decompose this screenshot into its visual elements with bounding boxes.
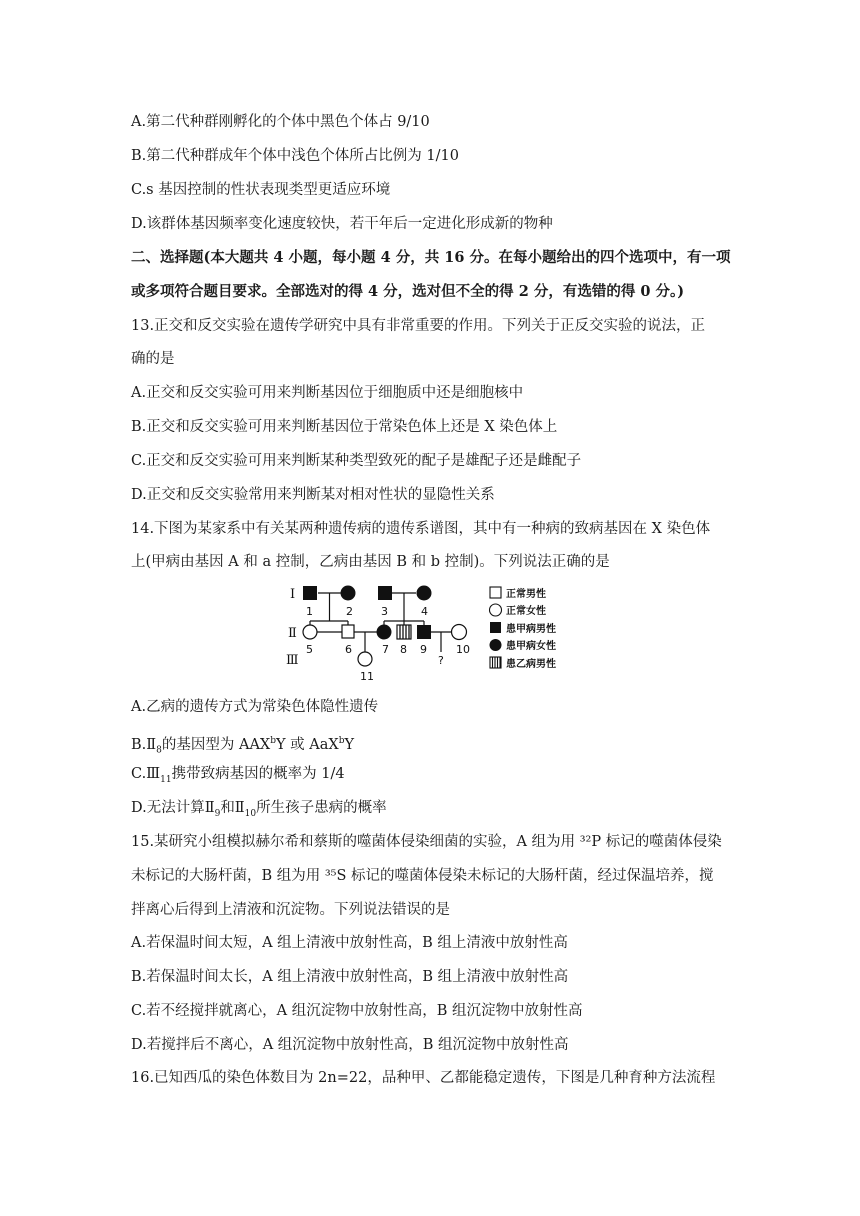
legend-label: 正常男性 — [506, 589, 546, 600]
generation-label: Ⅰ — [290, 587, 296, 602]
individual-3 — [378, 586, 392, 600]
option-13c: C.正交和反交实验可用来判断某种类型致死的配子是雄配子还是雌配子 — [131, 453, 582, 469]
option-14d — [131, 798, 387, 824]
option-14d-text: 和Ⅱ — [220, 800, 245, 816]
individual-10 — [452, 625, 467, 640]
individual-number: 11 — [360, 670, 374, 683]
option-12c: C.s 基因控制的性状表现类型更适应环境 — [131, 182, 391, 198]
pedigree-chart — [286, 578, 590, 686]
individual-4 — [417, 586, 432, 601]
question-13-stem: 13.正交和反交实验在遗传学研究中具有非常重要的作用。下列关于正反交实验的说法，正 — [131, 318, 706, 334]
option-13d: D.正交和反交实验常用来判断某对相对性状的显隐性关系 — [131, 487, 495, 503]
option-12a: A.第二代种群刚孵化的个体中黑色个体占 9/10 — [131, 114, 430, 130]
individual-number: 9 — [420, 643, 427, 656]
option-14d-prefix: D.无法计算Ⅱ — [131, 800, 215, 816]
individual-6 — [342, 625, 354, 638]
option-14b — [131, 731, 354, 761]
individual-number: 8 — [400, 643, 407, 656]
question-14-stem-cont: 上(甲病由基因 A 和 a 控制，乙病由基因 B 和 b 控制)。下列说法正确的是 — [131, 554, 610, 570]
subscript: 11 — [160, 774, 172, 785]
question-15-stem-cont: 拌离心后得到上清液和沉淀物。下列说法错误的是 — [131, 902, 450, 918]
option-15b: B.若保温时间太长，A 组上清液中放射性高，B 组上清液中放射性高 — [131, 969, 569, 985]
legend — [490, 587, 557, 670]
option-14b-text: 的基因型为 AAX — [161, 736, 271, 753]
individual-number: 2 — [346, 605, 353, 618]
individual-8 — [397, 625, 411, 639]
individual-number: 3 — [381, 605, 388, 618]
question-15-stem: 15.某研究小组模拟赫尔希和蔡斯的噬菌体侵染细菌的实验，A 组为用 ³²P 标记的噬菌体侵染 — [131, 834, 722, 850]
generation-label: Ⅱ — [288, 626, 297, 641]
individual-number: 5 — [306, 643, 313, 656]
generation-label: Ⅲ — [286, 653, 299, 668]
option-14c-text: 携带致病基因的概率为 1/4 — [171, 766, 345, 782]
superscript: b — [338, 736, 345, 746]
section-heading: 二、选择题(本大题共 4 小题，每小题 4 分，共 16 分。在每小题给出的四个选项中，有一项 — [131, 249, 731, 266]
option-14c-prefix: C.Ⅲ — [131, 766, 161, 782]
individual-number: 6 — [345, 643, 352, 656]
option-14d-text: 所生孩子患病的概率 — [256, 800, 387, 816]
individual-2 — [341, 586, 356, 601]
individual-number: 1 — [306, 605, 313, 618]
superscript: b — [270, 736, 276, 746]
individual-1 — [303, 586, 317, 600]
legend-label: 患乙病男性 — [506, 659, 556, 670]
question-14-stem: 14.下图为某家系中有关某两种遗传病的遗传系谱图，其中有一种病的致病基因在 X 染色体 — [131, 521, 711, 537]
option-15d: D.若搅拌后不离心，A 组沉淀物中放射性高，B 组沉淀物中放射性高 — [131, 1037, 569, 1053]
option-14a: A.乙病的遗传方式为常染色体隐性遗传 — [131, 699, 379, 715]
subscript: 9 — [214, 808, 221, 819]
individual-number: 10 — [456, 643, 470, 656]
subscript: 8 — [156, 745, 162, 756]
unknown-child-mark: ? — [438, 654, 444, 667]
option-12b: B.第二代种群成年个体中浅色个体所占比例为 1/10 — [131, 148, 459, 164]
option-14b-text: Y — [344, 736, 355, 753]
option-13a: A.正交和反交实验可用来判断基因位于细胞质中还是细胞核中 — [131, 385, 524, 401]
option-14c — [131, 764, 345, 790]
individual-5 — [303, 625, 317, 639]
option-14b-prefix: B.Ⅱ — [131, 736, 157, 753]
individual-7 — [377, 625, 392, 640]
subscript: 10 — [244, 808, 257, 819]
section-heading-cont: 或多项符合题目要求。全部选对的得 4 分，选对但不全的得 2 分，有选错的得 0 分。) — [131, 283, 685, 300]
individual-number: 4 — [421, 605, 428, 618]
legend-label: 患甲病女性 — [506, 641, 556, 652]
individual-11 — [358, 652, 372, 666]
option-12d: D.该群体基因频率变化速度较快，若干年后一定进化形成新的物种 — [131, 216, 553, 232]
individual-number: 7 — [382, 643, 389, 656]
question-13-stem-cont: 确的是 — [131, 351, 175, 367]
option-15a: A.若保温时间太短，A 组上清液中放射性高，B 组上清液中放射性高 — [131, 935, 568, 951]
option-14b-text: Y 或 AaX — [276, 736, 339, 753]
option-15c: C.若不经搅拌就离心，A 组沉淀物中放射性高，B 组沉淀物中放射性高 — [131, 1003, 583, 1019]
legend-label: 患甲病男性 — [506, 624, 556, 635]
legend-label: 正常女性 — [506, 606, 546, 617]
option-13b: B.正交和反交实验可用来判断基因位于常染色体上还是 X 染色体上 — [131, 419, 558, 435]
individual-9 — [417, 625, 431, 639]
question-16-stem: 16.已知西瓜的染色体数目为 2n=22，品种甲、乙都能稳定遗传，下图是几种育种方法流程 — [131, 1070, 716, 1086]
question-15-stem-cont: 未标记的大肠杆菌，B 组为用 ³⁵S 标记的噬菌体侵染未标记的大肠杆菌，经过保温培养，搅 — [131, 868, 714, 884]
